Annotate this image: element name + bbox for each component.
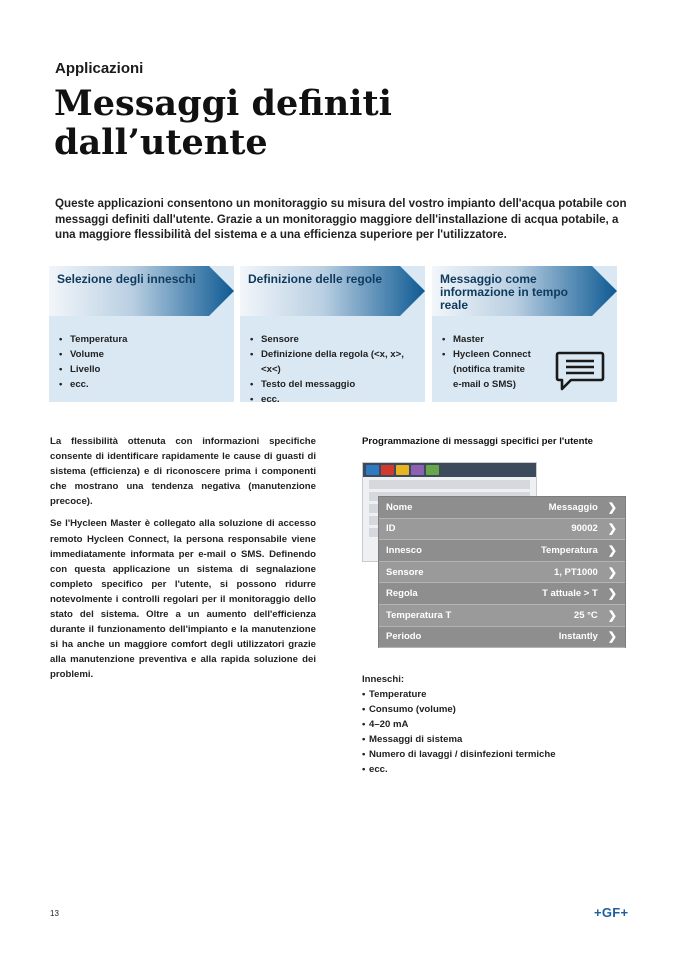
triggers-list — [362, 672, 556, 777]
body-text — [50, 434, 316, 690]
list-item: • Livello — [59, 362, 127, 377]
device-toolbar — [363, 463, 536, 477]
chevron-right-icon: ❯ — [607, 609, 617, 622]
setting-row-trigger[interactable] — [379, 540, 625, 562]
setting-value: T attuale > T — [542, 588, 598, 600]
setting-row-temperature[interactable] — [379, 605, 625, 627]
setting-label: Nome — [386, 501, 413, 513]
list-item: • Numero di lavaggi / disinfezioni termiche — [362, 747, 556, 762]
panel-title: Selezione degli inneschi — [57, 272, 196, 286]
body-paragraph-2: Se l'Hycleen Master è collegato alla soluzione di accesso remoto Hycleen Connect, la persona responsabile viene immediatamente informata per e-mail o SMS. Definendo con questa applicazione un sistema di segnalazione completo specifico per l'utente, si possono ridurre notevolmente i controlli regolari per il monitoraggio dello stato del sistema. Oltre a un aumento dell'efficienza durante il funzionamento dell'impianto e la manutenzione si ha anche un maggiore comfort degli utilizzatori grazie alla manutenzione preventiva e alla rapida soluzione dei problemi. — [50, 518, 316, 681]
title-line-2: dall’utente — [54, 122, 268, 163]
panel-rule-definition — [240, 266, 425, 405]
chevron-right-icon: ❯ — [607, 566, 617, 579]
panel-list — [250, 332, 425, 407]
setting-value: 25 °C — [573, 609, 598, 621]
setting-row-period[interactable] — [379, 627, 625, 649]
list-item: • Messaggi di sistema — [362, 732, 556, 747]
list-item: • 4–20 mA — [362, 717, 556, 732]
setting-label: Innesco — [386, 544, 422, 556]
setting-label: Temperatura T — [386, 609, 452, 621]
chevron-right-icon: ❯ — [607, 588, 617, 601]
setting-label: ID — [386, 523, 396, 535]
chevron-right-icon: ❯ — [607, 631, 617, 644]
setting-value: Messaggio — [548, 501, 598, 513]
chevron-right-icon: ❯ — [607, 523, 617, 536]
list-item: • ecc. — [362, 762, 556, 777]
list-item: • Volume — [59, 347, 127, 362]
panel-trigger-selection — [49, 266, 234, 402]
panel-title: Messaggio come informazione in tempo reale — [440, 272, 569, 312]
setting-value: 1, PT1000 — [553, 566, 598, 578]
list-item: • ecc. — [59, 377, 127, 392]
setting-value: Instantly — [558, 631, 598, 643]
setting-label: Periodo — [386, 631, 422, 643]
page-number: 13 — [50, 909, 59, 918]
setting-value: Temperatura — [540, 544, 598, 556]
list-item: e-mail o SMS) — [453, 379, 516, 390]
intro-paragraph: Queste applicazioni consentono un monitoraggio su misura del vostro impianto dell'acqua potabile con messaggi definiti dall'utente. Grazie a un monitoraggio maggiore dell'installazione di acqua potabile, a una maggiore flessibilità del sistema e a una efficienza superiore per l'utilizzatore. — [55, 197, 627, 241]
process-panels — [49, 266, 621, 405]
screen-row — [369, 480, 530, 489]
list-item: • Hycleen Connect — [442, 347, 531, 362]
toolbar-tile-icon — [396, 465, 409, 475]
list-item: • Sensore — [250, 332, 425, 347]
panel-title: Definizione delle regole — [248, 272, 383, 286]
panel-realtime-message — [432, 266, 617, 402]
list-item: • Temperatura — [59, 332, 127, 347]
chevron-right-icon: ❯ — [607, 544, 617, 557]
section-label: Applicazioni — [55, 60, 144, 77]
list-item: • Definizione della regola (<x, x>, <x<) — [250, 347, 425, 377]
triggers-heading: Inneschi: — [362, 674, 405, 685]
title-line-1: Messaggi definiti — [54, 83, 392, 124]
list-item: • Master — [442, 332, 531, 347]
page-title — [54, 84, 474, 162]
message-settings-dialog — [378, 496, 626, 648]
chevron-right-icon: ❯ — [607, 501, 617, 514]
toolbar-tile-icon — [426, 465, 439, 475]
setting-row-id[interactable] — [379, 519, 625, 541]
list-item: • Consumo (volume) — [362, 702, 556, 717]
toolbar-tile-icon — [411, 465, 424, 475]
panel-list — [442, 332, 531, 392]
toolbar-tile-icon — [366, 465, 379, 475]
toolbar-tile-icon — [381, 465, 394, 475]
setting-row-rule[interactable] — [379, 583, 625, 605]
setting-value: 90002 — [571, 523, 598, 535]
gf-logo: +GF+ — [594, 905, 629, 920]
programming-title: Programmazione di messaggi specifici per l'utente — [362, 436, 593, 447]
list-item: • Testo del messaggio — [250, 377, 425, 392]
setting-row-sensor[interactable] — [379, 562, 625, 584]
list-item: • Temperature — [362, 687, 556, 702]
setting-row-name[interactable] — [379, 497, 625, 519]
setting-label: Sensore — [386, 566, 424, 578]
panel-list — [59, 332, 127, 392]
list-item: (notifica tramite — [453, 364, 525, 375]
list-item: • ecc. — [250, 392, 425, 407]
setting-label: Regola — [386, 588, 418, 600]
body-paragraph-1: La flessibilità ottenuta con informazioni specifiche consente di identificare rapidamente le cause di guasti di sistema (efficienza) e di riconoscere prima i componenti che mostrano una tendenza negativa (manutenzione precoce). — [50, 436, 316, 508]
message-icon — [555, 350, 605, 392]
